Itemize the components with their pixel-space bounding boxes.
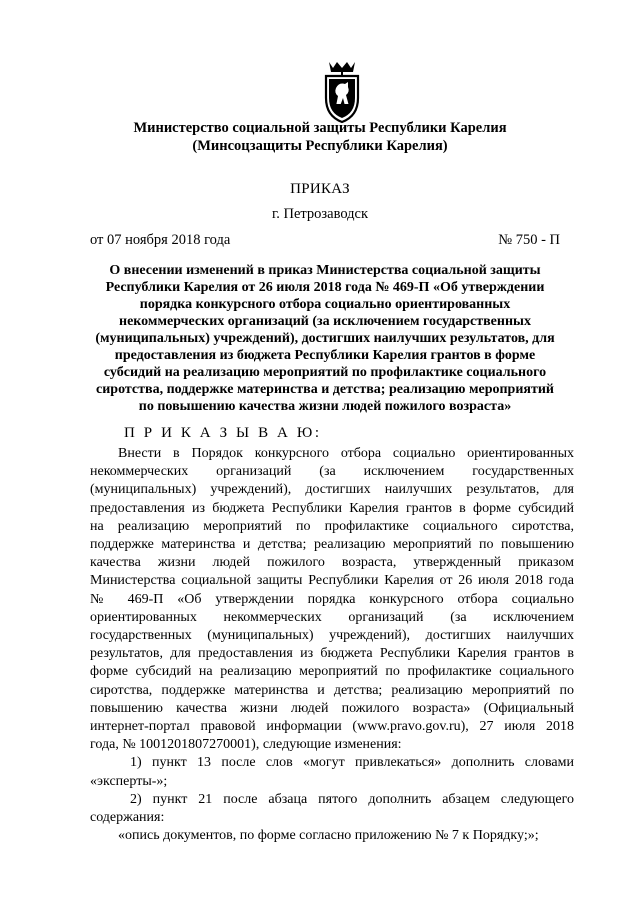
subject-line: некоммерческих организаций (за исключением государственных bbox=[119, 314, 531, 329]
body-line: «эксперты-»; bbox=[90, 773, 168, 789]
body-line: 2) пункт 21 после абзаца пятого дополнить абзацем следующего bbox=[130, 791, 574, 807]
ministry-line-1: Министерство социальной защиты Республики Карелия bbox=[133, 120, 507, 136]
body-line: некоммерческих организаций (за исключением государственных bbox=[90, 464, 574, 480]
body-line: повышению качества жизни людей пожилого возраста» (Официальный bbox=[90, 700, 574, 716]
subject-line: сиротства, поддержке материнства и детства; реализацию мероприятий bbox=[96, 382, 554, 397]
body-line: содержания: bbox=[90, 810, 165, 826]
body-line: ориентированных некоммерческих организаций (за исключением bbox=[90, 609, 574, 625]
subject-line: предоставления из бюджета Республики Карелия грантов в форме bbox=[114, 348, 536, 363]
coat-of-arms-icon bbox=[323, 60, 361, 124]
ministry-line-2: (Минсоцзащиты Республики Карелия) bbox=[192, 138, 448, 154]
subject-line: порядка конкурсного отбора социально ориентированных bbox=[139, 297, 511, 312]
body-line: государственных (муниципальных) учреждений), достигших наилучших bbox=[90, 628, 574, 644]
body-line: поддержке материнства и детства; реализацию мероприятий по повышению bbox=[90, 537, 574, 553]
body-line: на реализацию мероприятий по профилактике социального сиротства, bbox=[90, 518, 574, 534]
date-number-row bbox=[90, 232, 560, 249]
order-number: № 750 - П bbox=[498, 232, 560, 248]
body-line: «опись документов, по форме согласно приложению № 7 к Порядку;»; bbox=[118, 828, 539, 844]
body-line: сиротства, поддержке материнства и детства; реализацию мероприятий по bbox=[90, 682, 574, 698]
body-line: Министерства социальной защиты Республики Карелия от 26 июля 2018 года bbox=[90, 573, 574, 589]
subject-line: субсидий на реализацию мероприятий по профилактике социального bbox=[103, 365, 547, 380]
order-subject bbox=[95, 262, 555, 415]
order-body bbox=[90, 445, 574, 845]
body-line: года, № 1001201807270001), следующие изменения: bbox=[90, 737, 402, 753]
ministry-name bbox=[0, 119, 640, 155]
subject-line: О внесении изменений в приказ Министерства социальной защиты bbox=[109, 263, 541, 278]
subject-line: (муниципальных) учреждений), достигших наилучших результатов, для bbox=[95, 331, 555, 346]
body-line: Внести в Порядок конкурсного отбора социально ориентированных bbox=[118, 446, 574, 461]
subject-line: Республики Карелия от 26 июля 2018 года № 469-П «Об утверждении bbox=[105, 280, 545, 295]
body-line: № 469-П «Об утверждении порядка конкурсного отбора социально bbox=[90, 591, 574, 607]
document-type: ПРИКАЗ bbox=[290, 181, 350, 197]
body-line: форме субсидий на реализацию мероприятий по профилактике социального bbox=[90, 664, 574, 680]
body-line: предоставления из бюджета Республики Карелия грантов в форме субсидий bbox=[90, 500, 574, 516]
body-line: интернет-портал правовой информации (www.pravo.gov.ru), 27 июля 2018 bbox=[90, 719, 574, 735]
order-directive-heading: П Р И К А З Ы В А Ю: bbox=[124, 425, 322, 441]
body-line: 1) пункт 13 после слов «могут привлекаться» дополнить словами bbox=[130, 755, 574, 771]
body-line: результатов, для предоставления из бюджета Республики Карелия грантов в bbox=[90, 646, 574, 662]
city: г. Петрозаводск bbox=[271, 206, 369, 222]
body-line: (муниципальных) учреждений), достигших наилучших результатов, для bbox=[90, 482, 574, 498]
subject-line: по повышению качества жизни людей пожилого возраста» bbox=[138, 399, 512, 414]
body-line: качества жизни людей пожилого возраста, утвержденный приказом bbox=[90, 555, 574, 571]
order-date: от 07 ноября 2018 года bbox=[90, 232, 231, 248]
